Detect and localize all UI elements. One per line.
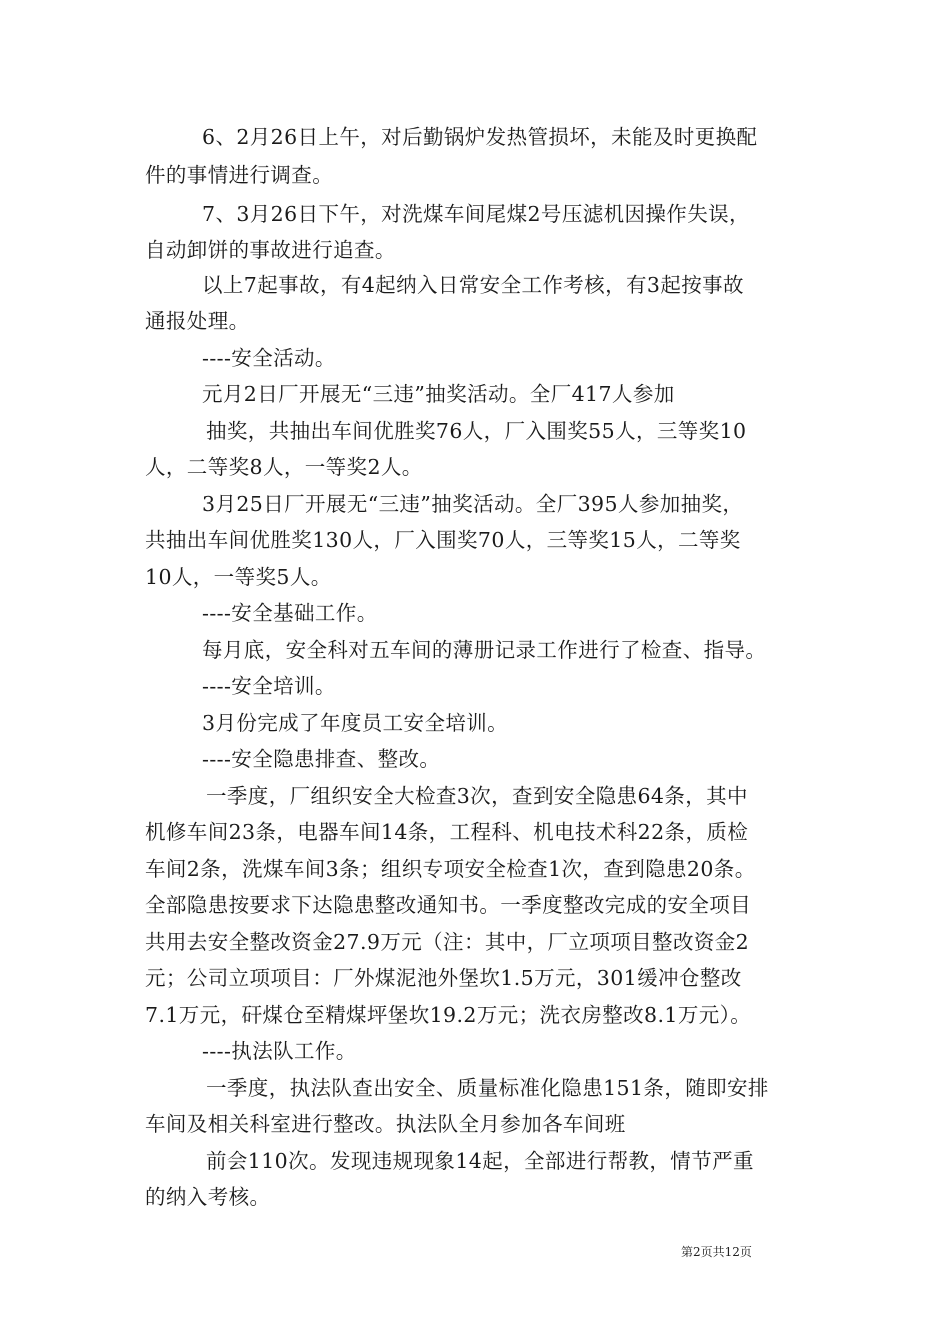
section-heading: ----安全隐患排查、整改。 (202, 747, 441, 771)
body-line: 全部隐患按要求下达隐患整改通知书。一季度整改完成的安全项目 (145, 893, 752, 917)
section-heading: ----执法队工作。 (202, 1039, 357, 1063)
body-line: 3月份完成了年度员工安全培训。 (202, 711, 509, 735)
body-line: 3月25日厂开展无“三违”抽奖活动。全厂395人参加抽奖， (202, 492, 744, 516)
section-heading: ----安全活动。 (202, 346, 336, 370)
body-line: 一季度，厂组织安全大检查3次，查到安全隐患64条，其中 (206, 784, 748, 808)
body-line: 元月2日厂开展无“三违”抽奖活动。全厂417人参加 (202, 382, 675, 406)
body-line: 自动卸饼的事故进行追查。 (145, 238, 396, 262)
section-heading: ----安全基础工作。 (202, 601, 378, 625)
body-line: 前会110次。发现违规现象14起，全部进行帮教，情节严重 (206, 1149, 754, 1173)
section-heading: ----安全培训。 (202, 674, 336, 698)
body-line: 共用去安全整改资金27.9万元（注：其中，厂立项项目整改资金2 (145, 930, 750, 954)
body-line: 机修车间23条，电器车间14条，工程科、机电技术科22条，质检 (145, 820, 749, 844)
body-line: 车间及相关科室进行整改。执法队全月参加各车间班 (145, 1112, 626, 1136)
body-line: 抽奖，共抽出车间优胜奖76人，厂入围奖55人，三等奖10 (206, 419, 747, 443)
body-line: 以上7起事故，有4起纳入日常安全工作考核，有3起按事故 (202, 273, 744, 297)
body-line: 6、2月26日上午，对后勤锅炉发热管损坏，未能及时更换配 (202, 125, 758, 149)
body-line: 车间2条，洗煤车间3条；组织专项安全检查1次，查到隐患20条。 (145, 857, 756, 881)
body-line: 每月底，安全科对五车间的薄册记录工作进行了检查、指导。 (202, 638, 767, 662)
body-line: 一季度，执法队查出安全、质量标准化隐患151条，随即安排 (206, 1076, 769, 1100)
body-line: 通报处理。 (145, 309, 250, 333)
page-number: 第2页共12页 (681, 1245, 752, 1259)
body-line: 10人，一等奖5人。 (145, 565, 332, 589)
body-line: 人，二等奖8人，一等奖2人。 (145, 455, 423, 479)
body-line: 的纳入考核。 (145, 1185, 271, 1209)
body-line: 7、3月26日下午，对洗煤车间尾煤2号压滤机因操作失误， (202, 202, 750, 226)
body-line: 元；公司立项项目：厂外煤泥池外堡坎1.5万元，301缓冲仓整改 (145, 966, 742, 990)
body-line: 7.1万元，矸煤仓至精煤坪堡坎19.2万元；洗衣房整改8.1万元）。 (145, 1003, 752, 1027)
body-line: 件的事情进行调查。 (145, 163, 334, 187)
body-line: 共抽出车间优胜奖130人，厂入围奖70人，三等奖15人，二等奖 (145, 528, 741, 552)
